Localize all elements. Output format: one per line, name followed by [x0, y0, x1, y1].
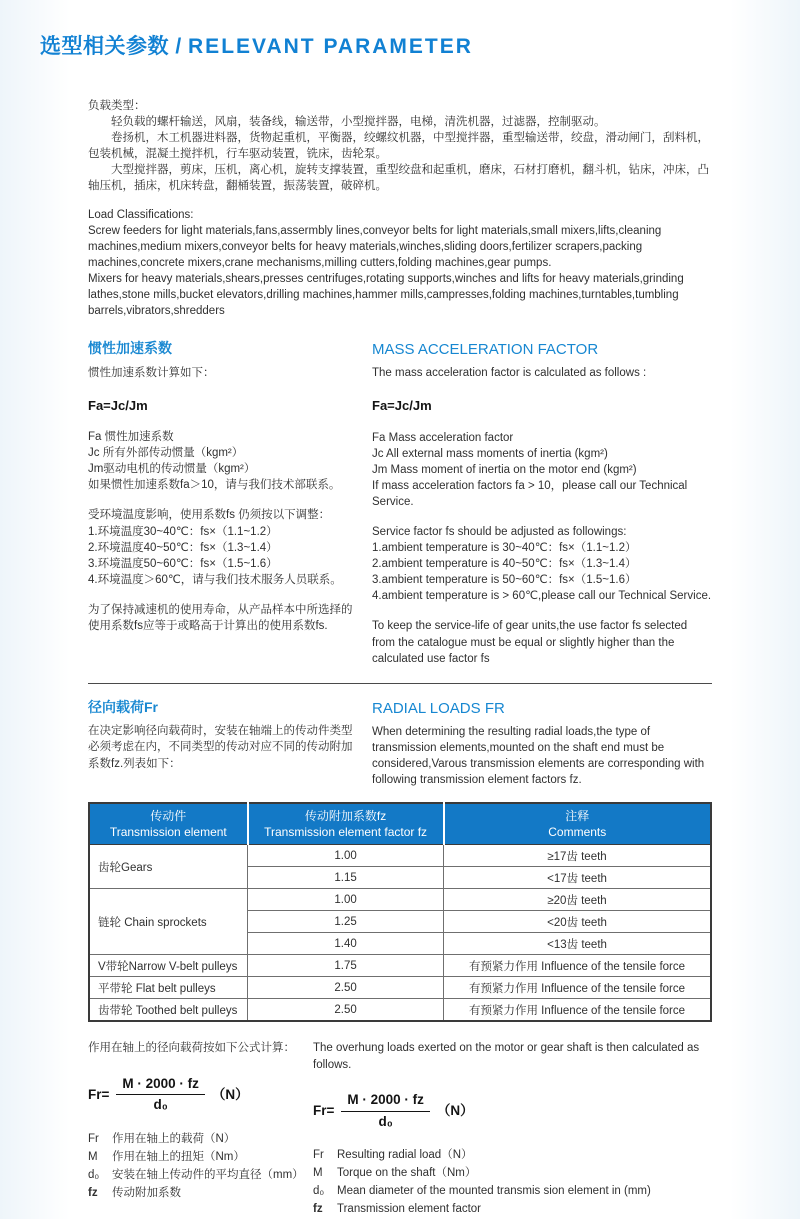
def-text: Resulting radial load（N）	[337, 1149, 473, 1162]
def-row	[88, 1149, 303, 1167]
comment-cell: ≥17齿 teeth	[444, 845, 711, 867]
adjust-item: 4.ambient temperature is > 60℃,please call our Technical Service.	[372, 590, 712, 603]
fr-formula-zh	[88, 1075, 303, 1116]
col-header-zh: 注释	[565, 809, 590, 824]
service-factor-adjust-en	[372, 524, 712, 604]
transmission-factor-table	[88, 802, 712, 1022]
table-header-row	[89, 803, 711, 845]
overhung-intro-en: The overhung loads exerted on the motor or gear shaft is then calculated as follows.	[313, 1042, 700, 1071]
mass-acceleration-en-intro: The mass acceleration factor is calculated as follows :	[372, 367, 647, 380]
radial-loads-section	[88, 698, 712, 788]
mass-acceleration-zh-intro: 惯性加速系数计算如下：	[88, 366, 215, 379]
load-classifications-label: Load Classifications:	[88, 208, 194, 221]
formula-denominator: d₀	[153, 1097, 168, 1113]
load-classifications-paragraph: Screw feeders for light materials,fans,assermbly lines,conveyor belts for light materials,small mixers,lifts,cleaning machines,medium mixers,conveyor belts for heavy materials,winches,sliding doors,fertilizer scrapers,packing machines,concrete mixers,crane mechanisms,milling cutters,folding machines,gear pumps.	[88, 224, 662, 269]
adjust-item: 3.ambient temperature is 50~60℃：fs×（1.5~1.6）	[372, 574, 637, 587]
factor-cell: 2.50	[248, 999, 444, 1022]
fa-definitions-en	[372, 430, 712, 510]
def-text: Torque on the shaft（Nm）	[337, 1167, 477, 1180]
table-row	[89, 955, 711, 977]
page-title-separator: /	[169, 35, 189, 58]
fr-definitions-en	[313, 1147, 712, 1218]
def-text: 安装在轴上传动件的平均直径（mm）	[112, 1168, 304, 1181]
def-row	[313, 1147, 712, 1165]
radial-loads-en-body: When determining the resulting radial loads,the type of transmission elements,mounted on the shaft end must be considered,Varous transmission elements are corresponding with following transmission element factors fz.	[372, 725, 705, 786]
comment-cell: 有预紧力作用 Influence of the tensile force	[444, 999, 711, 1022]
def-row	[88, 1185, 303, 1203]
col-header-zh: 传动件	[150, 809, 187, 824]
mass-acceleration-zh	[88, 339, 362, 667]
table-row	[89, 999, 711, 1022]
col-header-factor-fz	[248, 803, 444, 845]
def-text: Transmission element factor	[337, 1202, 482, 1215]
def-text: 作用在轴上的扭矩（Nm）	[112, 1151, 245, 1164]
col-header-transmission-element	[89, 803, 248, 845]
overhung-load-section	[88, 1040, 712, 1218]
load-types-zh-paragraph: 轻负载的螺杆输送，风扇，装备线，输送带，小型搅拌器，电梯，清洗机器，过滤器，控制驱动。	[111, 116, 606, 129]
comment-cell: ≥20齿 teeth	[444, 889, 711, 911]
page-title-en: RELEVANT PARAMETER	[188, 35, 473, 58]
element-cell: 齿轮Gears	[89, 845, 248, 889]
radial-loads-zh-body: 在决定影响径向载荷时，安装在轴端上的传动件类型必须考虑在内，不同类型的传动对应不同的传动附加系数fz.列表如下：	[88, 725, 353, 770]
formula-numerator: M · 2000 · fz	[116, 1075, 205, 1096]
formula-lhs: Fr=	[313, 1102, 335, 1118]
overhung-load-en	[313, 1040, 712, 1218]
adjust-item: 3.环境温度50~60℃：fs×（1.5~1.6）	[88, 557, 278, 570]
adjust-intro-zh: 受环境温度影响，使用系数fs 仍须按以下调整：	[88, 509, 331, 522]
comment-cell: <17齿 teeth	[444, 867, 711, 889]
element-cell: 平带轮 Flat belt pulleys	[89, 977, 248, 999]
comment-cell: 有预紧力作用 Influence of the tensile force	[444, 955, 711, 977]
load-types-zh-label: 负载类型：	[88, 100, 146, 112]
def-text: Mean diameter of the mounted transmis sion element in (mm)	[337, 1185, 651, 1198]
service-life-note-en: To keep the service-life of gear units,the use factor fs selected from the catalogue must be equal or slightly higher than the calculated use factor fs	[372, 620, 688, 665]
def-row	[313, 1165, 712, 1183]
def-symbol: Fr	[313, 1149, 324, 1162]
overhung-load-zh	[88, 1040, 303, 1218]
table-row	[89, 845, 711, 867]
factor-cell: 1.15	[248, 867, 444, 889]
table-row	[89, 977, 711, 999]
formula-numerator: M · 2000 · fz	[341, 1091, 430, 1112]
def-symbol: d₀	[88, 1168, 100, 1181]
formula-unit: （N）	[436, 1102, 474, 1118]
factor-cell: 1.75	[248, 955, 444, 977]
formula-lhs: Fr=	[88, 1086, 110, 1102]
def-symbol: M	[313, 1167, 323, 1180]
load-types-zh-paragraph: 大型搅拌器，剪床，压机，离心机，旋转支撑装置，重型绞盘和起重机，磨床，石材打磨机，翻斗机，钻床，冲床，凸轴压机，插床，机床转盘，翻桶装置，振荡装置，破碎机。	[88, 164, 709, 193]
def-text: 作用在轴上的载荷（N）	[112, 1133, 236, 1146]
fr-definitions-zh	[88, 1131, 303, 1202]
def-symbol: d₀	[313, 1185, 325, 1198]
load-types-zh	[88, 98, 712, 195]
fa-def-line: Fa 惯性加速系数	[88, 431, 174, 444]
load-types-zh-paragraph: 卷扬机，木工机器进料器，货物起重机，平衡器，绞螺纹机器，中型搅拌器，重型输送带，绞盘，滑动闸门，刮料机，包装机械，混凝土搅拌机，行车驱动装置，铣床，齿轮泵。	[88, 132, 709, 161]
fa-definitions-zh	[88, 429, 362, 493]
overhung-intro-zh: 作用在轴上的径向载荷按如下公式计算：	[88, 1042, 295, 1055]
factor-cell: 1.00	[248, 845, 444, 867]
def-row	[88, 1131, 303, 1149]
def-symbol: Fr	[88, 1133, 99, 1146]
adjust-item: 4.环境温度＞60℃，请与我们技术服务人员联系。	[88, 573, 342, 586]
factor-cell: 1.25	[248, 911, 444, 933]
comment-cell: <13齿 teeth	[444, 933, 711, 955]
adjust-intro-en: Service factor fs should be adjusted as followings:	[372, 525, 627, 538]
element-cell: 链轮 Chain sprockets	[89, 889, 248, 955]
formula-fraction	[116, 1075, 205, 1116]
service-factor-adjust-zh	[88, 507, 362, 587]
col-header-en: Transmission element factor fz	[264, 825, 428, 840]
def-symbol: fz	[313, 1202, 323, 1215]
fa-def-line: If mass acceleration factors fa > 10，please call our Technical Service.	[372, 479, 688, 508]
fa-formula-zh: Fa=Jc/Jm	[88, 397, 148, 413]
def-symbol: fz	[88, 1186, 98, 1199]
formula-denominator: d₀	[378, 1113, 393, 1129]
factor-cell: 1.00	[248, 889, 444, 911]
radial-loads-zh-heading: 径向载荷Fr	[88, 698, 158, 715]
table-row	[89, 889, 711, 911]
comment-cell: 有预紧力作用 Influence of the tensile force	[444, 977, 711, 999]
fa-formula-en: Fa=Jc/Jm	[372, 398, 432, 414]
fa-def-line: Jc All external mass moments of inertia (kgm²)	[372, 447, 608, 460]
adjust-item: 1.ambient temperature is 30~40℃：fs×（1.1~1.2）	[372, 542, 637, 555]
fr-formula-en	[313, 1091, 712, 1132]
mass-acceleration-en	[372, 339, 712, 667]
mass-acceleration-en-heading: MASS ACCELERATION FACTOR	[372, 341, 599, 359]
def-row	[313, 1183, 712, 1201]
element-cell: V带轮Narrow V-belt pulleys	[89, 955, 248, 977]
radial-loads-zh	[88, 698, 362, 788]
col-header-en: Transmission element	[109, 825, 227, 840]
page-title-zh: 选型相关参数	[40, 35, 169, 58]
adjust-item: 1.环境温度30~40℃：fs×（1.1~1.2）	[88, 525, 278, 538]
comment-cell: <20齿 teeth	[444, 911, 711, 933]
load-classifications-paragraph: Mixers for heavy materials,shears,presses centrifuges,rotating supports,winches and lifts for heavy materials,grinding lathes,stone mills,bucket elevators,drilling machines,hammer mills,campresses,folding machines,turntables,tumbling barrels,vibrators,shredders	[88, 272, 684, 318]
element-cell: 齿带轮 Toothed belt pulleys	[89, 999, 248, 1022]
fa-def-line: Jm Mass moment of inertia on the motor end (kgm²)	[372, 463, 637, 476]
formula-unit: （N）	[211, 1086, 249, 1102]
mass-acceleration-zh-heading: 惯性加速系数	[88, 340, 172, 357]
col-header-comments	[444, 803, 711, 845]
section-divider	[88, 683, 712, 684]
service-life-note-zh: 为了保持减速机的使用寿命，从产品样本中所选择的使用系数fs应等于或略高于计算出的使用系数fs.	[88, 603, 353, 633]
def-row	[88, 1167, 303, 1185]
def-text: 传动附加系数	[112, 1186, 181, 1199]
adjust-item: 2.ambient temperature is 40~50℃：fs×（1.3~1.4）	[372, 558, 637, 571]
fa-def-line: 如果惯性加速系数fa＞10，请与我们技术部联系。	[88, 479, 341, 492]
radial-loads-en-heading: RADIAL LOADS FR	[372, 699, 505, 717]
factor-cell: 2.50	[248, 977, 444, 999]
factor-cell: 1.40	[248, 933, 444, 955]
page-title	[40, 30, 712, 60]
def-row	[313, 1201, 712, 1219]
fa-def-line: Fa Mass acceleration factor	[372, 431, 514, 444]
col-header-en: Comments	[548, 825, 607, 840]
formula-fraction	[341, 1091, 430, 1132]
load-classifications-en	[88, 207, 712, 320]
fa-def-line: Jm驱动电机的传动惯量（kgm²）	[88, 463, 256, 476]
def-symbol: M	[88, 1151, 98, 1164]
col-header-zh: 传动附加系数fz	[304, 809, 387, 824]
mass-acceleration-section	[88, 339, 712, 667]
fa-def-line: Jc 所有外部传动惯量（kgm²）	[88, 447, 244, 460]
radial-loads-en	[372, 698, 712, 788]
adjust-item: 2.环境温度40~50℃：fs×（1.3~1.4）	[88, 541, 278, 554]
